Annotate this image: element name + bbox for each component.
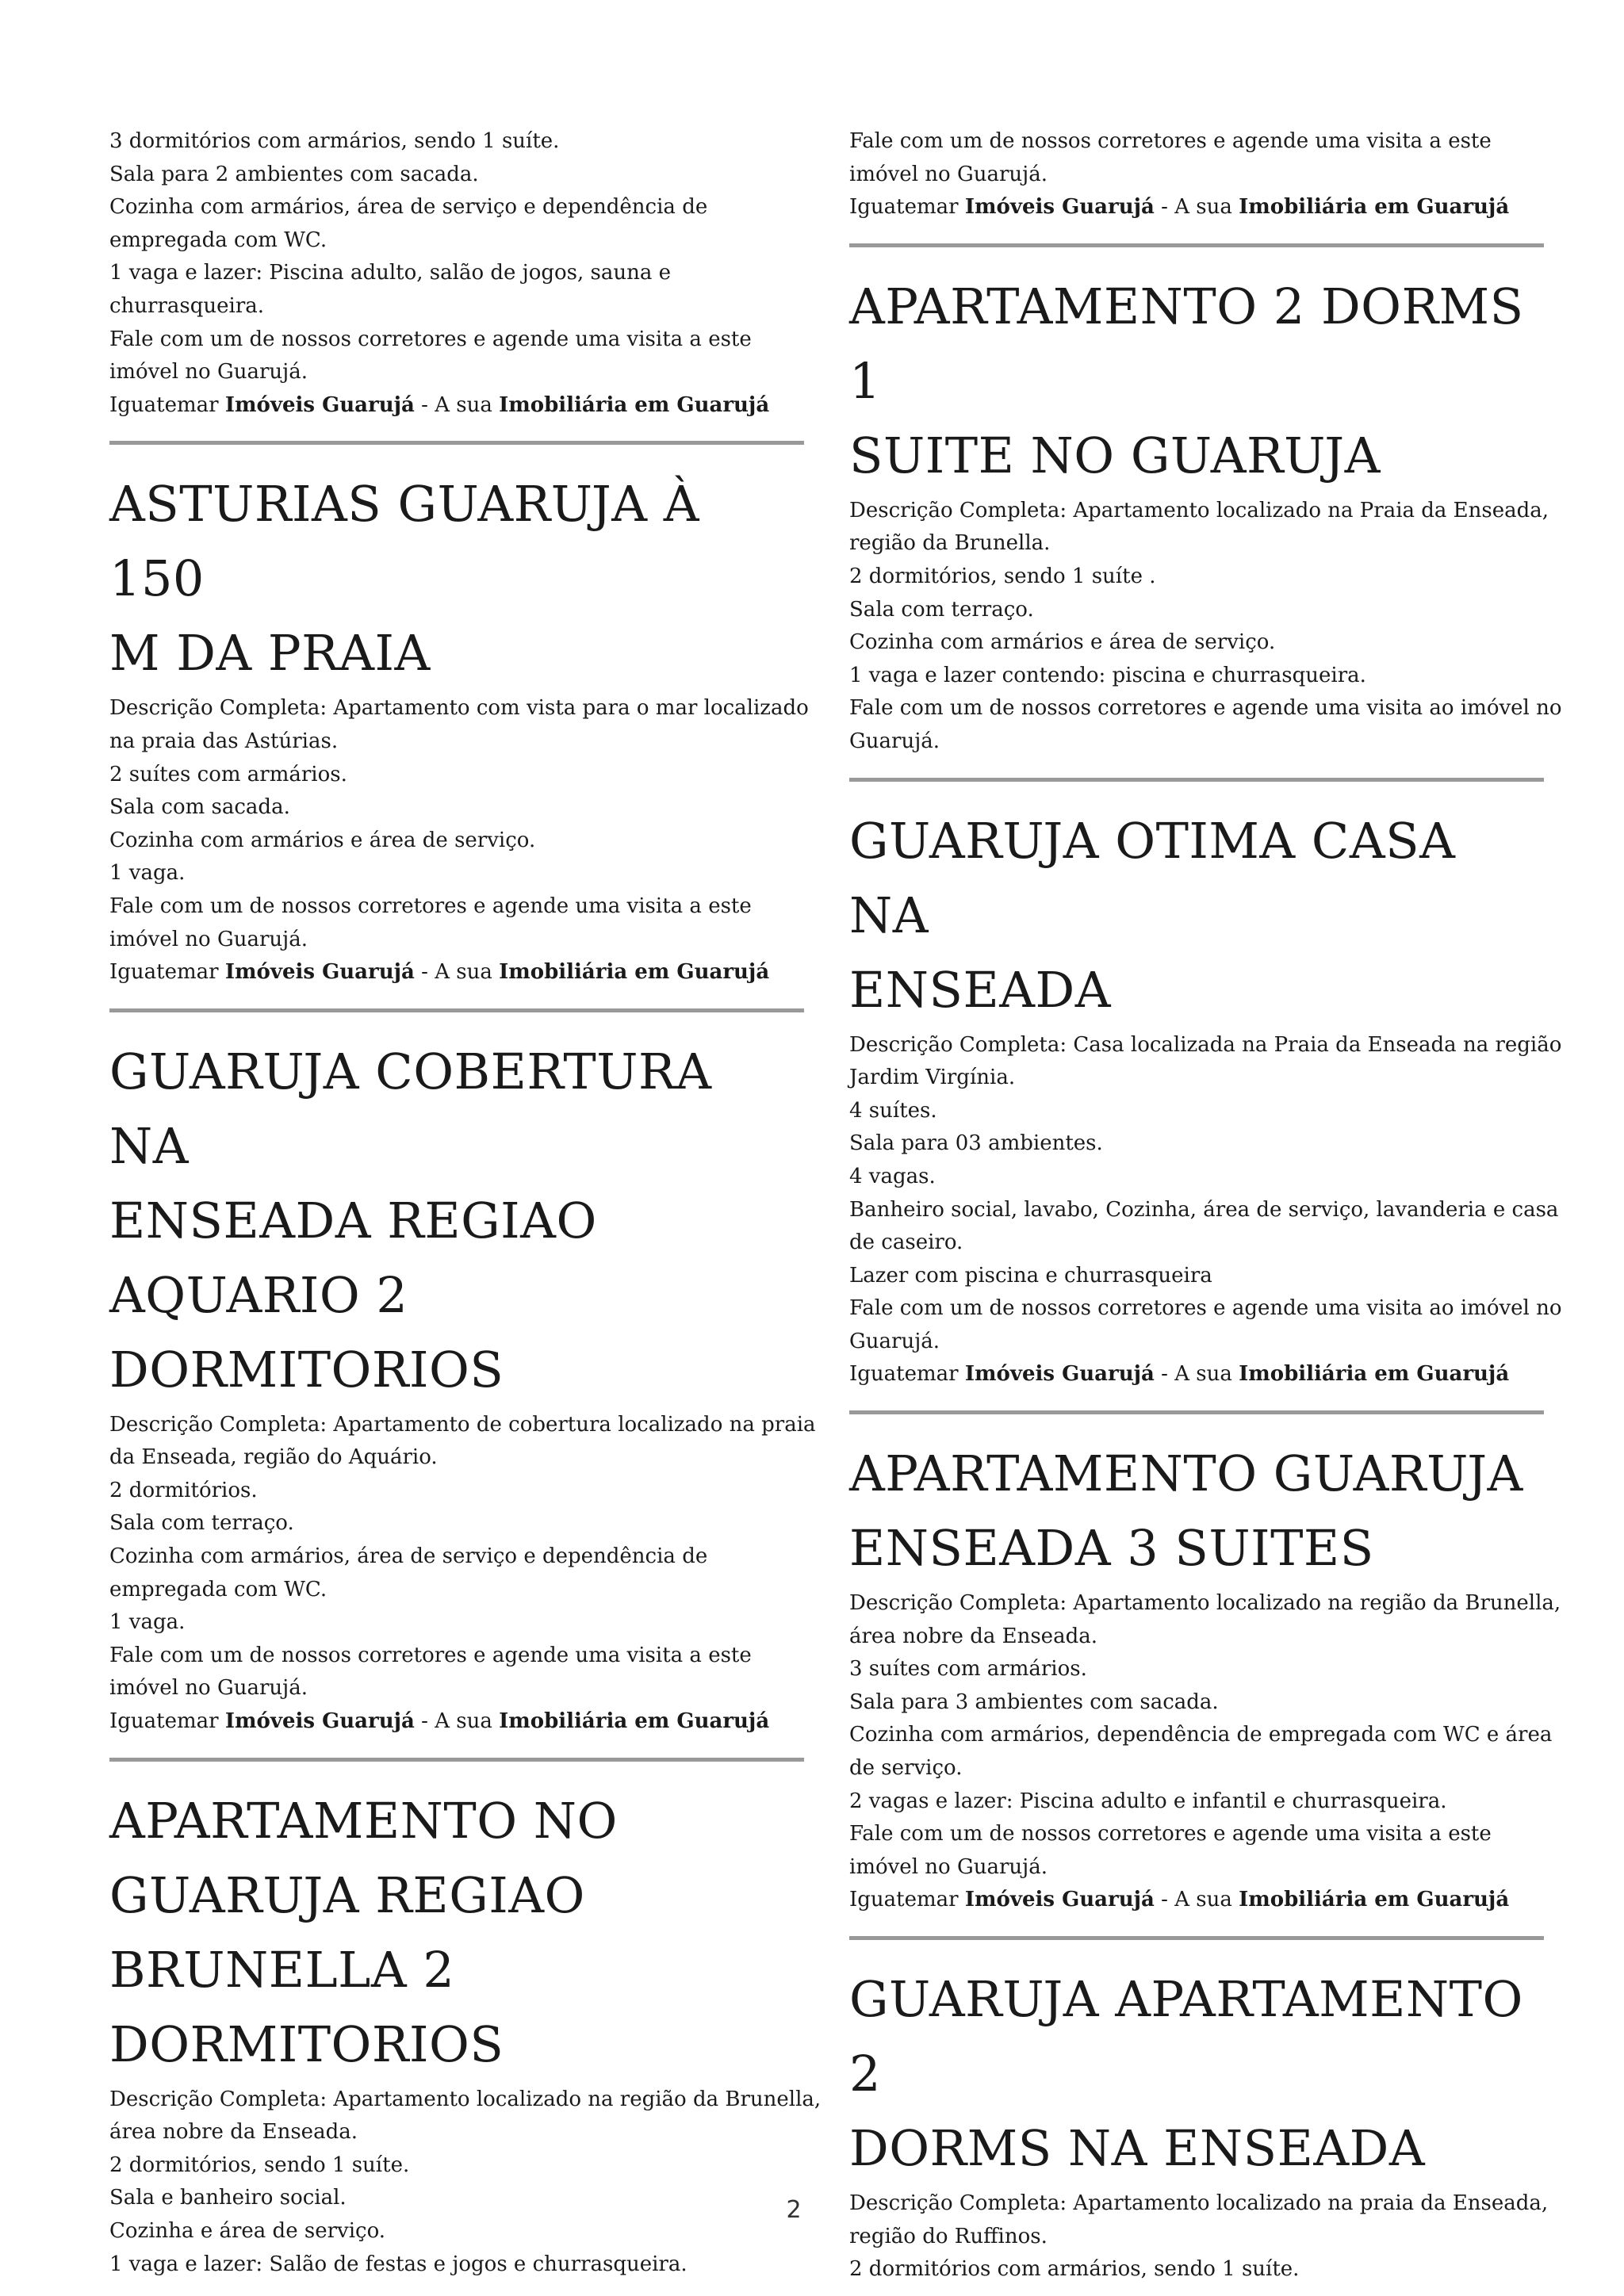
- text-segment: 1 vaga e lazer contendo: piscina e churrasqueira.: [849, 663, 1366, 687]
- description-line: [849, 1326, 1544, 1359]
- text-segment: Descrição Completa: Apartamento localizado na região da Brunella,: [849, 1591, 1561, 1616]
- description-line: [849, 1785, 1544, 1819]
- section-divider: [849, 1410, 1544, 1414]
- description-line: [109, 1606, 804, 1640]
- text-segment: - A sua: [414, 1709, 500, 1734]
- description-line: [109, 389, 804, 423]
- description-line: [849, 1095, 1544, 1128]
- text-segment: Iguatemar: [109, 392, 225, 417]
- description-line: [109, 191, 804, 224]
- text-segment: 1 vaga.: [109, 861, 186, 886]
- text-segment: 2 suítes com armários.: [109, 762, 347, 786]
- description-line: [109, 759, 804, 792]
- description-line: [849, 1884, 1544, 1917]
- text-segment: Fale com um de nossos corretores e agende uma visita a este: [109, 327, 752, 351]
- description-line: [109, 1540, 804, 1574]
- text-segment: imóvel no Guarujá.: [109, 927, 308, 951]
- text-segment: Guarujá.: [849, 729, 940, 753]
- text-segment: Sala com terraço.: [109, 1511, 294, 1536]
- section-divider: [109, 1008, 804, 1012]
- listing-title-line: ENSEADA 3 SUITES: [849, 1519, 1374, 1578]
- text-segment: - A sua: [414, 960, 500, 985]
- description-line: [849, 1653, 1544, 1686]
- section-divider: [849, 778, 1544, 782]
- text-segment: Sala e banheiro social.: [109, 2186, 347, 2210]
- description-line: [849, 1719, 1553, 1752]
- listing-description: [849, 1587, 1561, 1917]
- text-segment: 4 vagas.: [849, 1164, 936, 1188]
- description-line: [849, 1260, 1544, 1293]
- bold-text: Imóveis Guarujá: [964, 195, 1155, 220]
- text-segment: 2 dormitórios com armários, sendo 1 suíte.: [849, 2257, 1300, 2282]
- description-line: [109, 356, 804, 389]
- description-line: [109, 2248, 804, 2282]
- listing-description: [849, 495, 1562, 759]
- text-segment: Cozinha e área de serviço.: [109, 2219, 386, 2243]
- description-line: [849, 1292, 1562, 1326]
- text-segment: empregada com WC.: [109, 228, 327, 252]
- description-line: [849, 1851, 1544, 1885]
- bold-text: Imobiliária em Guarujá: [499, 1709, 770, 1734]
- listing-description: [109, 692, 809, 989]
- text-segment: Sala para 2 ambientes com sacada.: [109, 162, 479, 186]
- text-segment: Guarujá.: [849, 1329, 940, 1353]
- listing-description: [849, 125, 1544, 224]
- description-line: [849, 1029, 1562, 1062]
- listing-title: [849, 804, 1544, 1027]
- description-line: [849, 1587, 1561, 1621]
- text-segment: Fale com um de nossos corretores e agende uma visita a este: [849, 129, 1492, 153]
- description-line: [849, 1194, 1559, 1227]
- bold-text: Imóveis Guarujá: [964, 1888, 1155, 1912]
- listing-title-line: DORMS NA ENSEADA: [849, 2119, 1426, 2177]
- description-line: [849, 2221, 1544, 2254]
- text-segment: Cozinha com armários e área de serviço.: [849, 630, 1276, 655]
- description-line: [849, 1358, 1544, 1391]
- listing-title: [109, 1784, 804, 2082]
- bold-text: Imobiliária em Guarujá: [1239, 1888, 1510, 1912]
- text-segment: Descrição Completa: Apartamento localizado na região da Brunella,: [109, 2087, 822, 2111]
- left-column: [109, 125, 822, 2281]
- section-divider: [109, 441, 804, 445]
- description-line: [109, 1441, 804, 1475]
- description-line: [849, 1686, 1544, 1720]
- text-segment: região da Brunella.: [849, 531, 1051, 556]
- description-line: [849, 1621, 1544, 1654]
- listing-title-line: GUARUJA COBERTURA NA: [109, 1042, 712, 1175]
- description-line: [109, 290, 804, 323]
- text-segment: 3 dormitórios com armários, sendo 1 suíte.: [109, 129, 560, 153]
- text-segment: região do Ruffinos.: [849, 2224, 1048, 2248]
- text-segment: Sala com sacada.: [109, 795, 290, 820]
- text-segment: Iguatemar: [109, 1709, 225, 1734]
- description-line: [109, 1705, 804, 1739]
- text-segment: Descrição Completa: Apartamento localizado na praia da Enseada,: [849, 2191, 1549, 2215]
- description-line: [109, 159, 804, 192]
- listing-description: [849, 1029, 1562, 1392]
- listing-title-line: APARTAMENTO GUARUJA: [849, 1445, 1523, 1503]
- bold-text: Imóveis Guarujá: [224, 392, 415, 417]
- text-segment: Fale com um de nossos corretores e agende uma visita a este: [109, 894, 752, 918]
- text-segment: 1 vaga e lazer: Piscina adulto, salão de jogos, sauna e: [109, 261, 672, 285]
- description-line: [849, 1752, 1544, 1785]
- description-line: [109, 2116, 804, 2149]
- text-segment: da Enseada, região do Aquário.: [109, 1445, 438, 1470]
- bold-text: Imóveis Guarujá: [224, 1709, 415, 1734]
- description-line: [109, 224, 804, 258]
- listing-title-line: SUITE NO GUARUJA: [849, 426, 1381, 484]
- listing-description: [109, 125, 804, 422]
- listing-title: [109, 1035, 804, 1407]
- text-segment: área nobre da Enseada.: [109, 2120, 358, 2145]
- text-segment: imóvel no Guarujá.: [109, 1676, 308, 1701]
- listing-title-line: DORMITORIOS: [109, 2015, 504, 2073]
- listing-title-line: APARTAMENTO 2 DORMS 1: [849, 277, 1524, 410]
- description-line: [109, 1507, 804, 1540]
- listing-title: [109, 467, 804, 691]
- description-line: [849, 561, 1544, 594]
- text-segment: Cozinha com armários, dependência de empregada com WC e área: [849, 1723, 1553, 1747]
- text-segment: Sala com terraço.: [849, 597, 1034, 622]
- text-segment: Iguatemar: [849, 195, 965, 220]
- text-segment: - A sua: [1154, 1888, 1239, 1912]
- text-segment: Descrição Completa: Apartamento com vista para o mar localizado: [109, 696, 809, 721]
- description-line: [849, 125, 1544, 159]
- description-line: [849, 660, 1544, 693]
- description-line: [849, 1818, 1544, 1851]
- text-segment: Lazer com piscina e churrasqueira: [849, 1263, 1212, 1288]
- text-segment: 2 dormitórios, sendo 1 suíte .: [849, 564, 1156, 588]
- text-segment: 1 vaga.: [109, 1610, 186, 1635]
- text-segment: - A sua: [1154, 195, 1239, 220]
- section-divider: [849, 243, 1544, 247]
- listing-description: [109, 2084, 822, 2282]
- text-segment: Iguatemar: [849, 1362, 965, 1387]
- text-segment: - A sua: [1154, 1362, 1239, 1387]
- text-segment: Cozinha com armários e área de serviço.: [109, 828, 536, 852]
- listing-title-line: ENSEADA: [849, 960, 1111, 1019]
- text-segment: 1 vaga e lazer: Salão de festas e jogos e churrasqueira.: [109, 2252, 688, 2276]
- text-segment: na praia das Astúrias.: [109, 729, 339, 753]
- text-segment: Iguatemar: [109, 960, 225, 985]
- listing-title-line: ENSEADA REGIAO: [109, 1191, 597, 1249]
- bold-text: Imobiliária em Guarujá: [499, 960, 770, 985]
- text-segment: Cozinha com armários, área de serviço e dependência de: [109, 1544, 708, 1569]
- text-segment: área nobre da Enseada.: [849, 1624, 1097, 1648]
- bold-text: Imóveis Guarujá: [964, 1362, 1155, 1387]
- description-line: [109, 257, 804, 290]
- description-line: [109, 791, 804, 825]
- text-segment: 2 dormitórios, sendo 1 suíte.: [109, 2152, 410, 2177]
- text-segment: 2 vagas e lazer: Piscina adulto e infantil e churrasqueira.: [849, 1789, 1447, 1813]
- text-segment: Banheiro social, lavabo, Cozinha, área de serviço, lavanderia e casa: [849, 1197, 1559, 1222]
- text-segment: 2 dormitórios.: [109, 1478, 258, 1502]
- page-number: 2: [786, 2196, 802, 2224]
- text-segment: - A sua: [414, 392, 500, 417]
- description-line: [849, 692, 1562, 725]
- description-line: [849, 626, 1544, 660]
- text-segment: Fale com um de nossos corretores e agende uma visita ao imóvel no: [849, 1296, 1562, 1321]
- listing-title: [849, 1962, 1544, 2186]
- description-line: [849, 527, 1544, 561]
- description-line: [109, 956, 804, 989]
- listing-title-line: APARTAMENTO NO: [109, 1791, 618, 1850]
- text-segment: Sala para 03 ambientes.: [849, 1131, 1103, 1156]
- listing-title-line: M DA PRAIA: [109, 624, 431, 683]
- text-segment: imóvel no Guarujá.: [849, 1854, 1048, 1879]
- text-segment: 4 suítes.: [849, 1098, 937, 1123]
- listing-description: [109, 1409, 816, 1739]
- text-segment: de serviço.: [849, 1756, 963, 1781]
- description-line: [109, 2084, 822, 2117]
- description-line: [849, 1127, 1544, 1161]
- description-line: [109, 1574, 804, 1607]
- description-line: [849, 2253, 1544, 2286]
- description-line: [849, 191, 1544, 224]
- right-column: [849, 125, 1562, 2286]
- text-segment: Sala para 3 ambientes com sacada.: [849, 1689, 1219, 1714]
- description-line: [109, 825, 804, 858]
- listing-title-line: AQUARIO 2 DORMITORIOS: [109, 1265, 504, 1399]
- description-line: [849, 725, 1544, 759]
- section-divider: [849, 1936, 1544, 1940]
- text-segment: Fale com um de nossos corretores e agende uma visita a este: [849, 1822, 1492, 1846]
- text-segment: Jardim Virgínia.: [849, 1066, 1016, 1090]
- description-line: [109, 1672, 804, 1705]
- description-line: [109, 924, 804, 957]
- description-line: [109, 1409, 816, 1442]
- bold-text: Imóveis Guarujá: [224, 960, 415, 985]
- description-line: [109, 890, 804, 924]
- bold-text: Imobiliária em Guarujá: [499, 392, 770, 417]
- description-line: [849, 495, 1549, 528]
- text-segment: 3 suítes com armários.: [849, 1657, 1087, 1682]
- text-segment: Fale com um de nossos corretores e agende uma visita ao imóvel no: [849, 696, 1562, 721]
- description-line: [849, 594, 1544, 627]
- description-line: [109, 692, 809, 725]
- bold-text: Imobiliária em Guarujá: [1239, 1362, 1510, 1387]
- description-line: [109, 1475, 804, 1508]
- description-line: [109, 1640, 804, 1673]
- text-segment: imóvel no Guarujá.: [109, 360, 308, 385]
- description-line: [109, 125, 804, 159]
- listing-title-line: GUARUJA REGIAO: [109, 1866, 585, 1924]
- text-segment: de caseiro.: [849, 1230, 963, 1255]
- text-segment: Descrição Completa: Apartamento localizado na Praia da Enseada,: [849, 498, 1549, 522]
- description-line: [109, 857, 804, 890]
- description-line: [109, 2149, 804, 2183]
- text-segment: Iguatemar: [849, 1888, 965, 1912]
- listing-title-line: GUARUJA OTIMA CASA NA: [849, 811, 1456, 944]
- text-segment: imóvel no Guarujá.: [849, 162, 1048, 186]
- text-segment: churrasqueira.: [109, 293, 265, 318]
- text-segment: Cozinha com armários, área de serviço e dependência de: [109, 195, 708, 220]
- text-segment: empregada com WC.: [109, 1577, 327, 1601]
- description-line: [109, 323, 804, 357]
- listing-title: [849, 1437, 1544, 1586]
- listing-title-line: BRUNELLA 2: [109, 1940, 455, 1999]
- listing-title-line: GUARUJA APARTAMENTO 2: [849, 1970, 1523, 2103]
- text-segment: Descrição Completa: Apartamento de cobertura localizado na praia: [109, 1412, 816, 1437]
- description-line: [109, 725, 804, 759]
- listing-title-line: ASTURIAS GUARUJA À 150: [109, 475, 700, 608]
- section-divider: [109, 1758, 804, 1762]
- text-segment: Fale com um de nossos corretores e agende uma visita a este: [109, 1643, 752, 1667]
- description-line: [849, 1161, 1544, 1194]
- description-line: [849, 1226, 1544, 1260]
- listing-title: [849, 270, 1544, 493]
- description-line: [849, 1062, 1544, 1095]
- bold-text: Imobiliária em Guarujá: [1239, 195, 1510, 220]
- text-segment: Descrição Completa: Casa localizada na Praia da Enseada na região: [849, 1032, 1562, 1057]
- description-line: [849, 159, 1544, 192]
